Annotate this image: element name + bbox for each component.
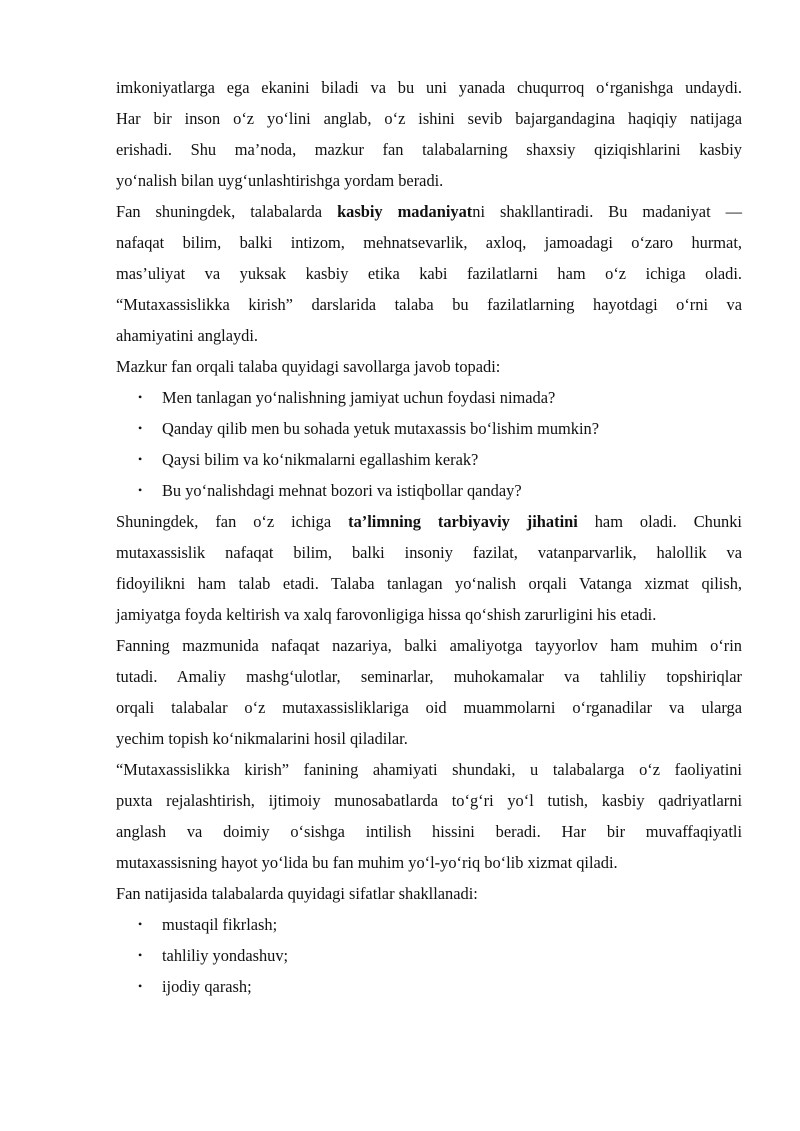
list-item: • Bu yo‘nalishdagi mehnat bozori va istiqbollar qanday? <box>116 475 742 506</box>
text-span: ham oladi. Chunki <box>577 512 742 531</box>
bold-term: ta’limning tarbiyaviy jihatini <box>348 512 578 531</box>
paragraph-line: Fanning mazmunida nafaqat nazariya, balki amaliyotga tayyorlov ham muhim o‘rin <box>116 636 742 655</box>
paragraph-line: ahamiyatini anglaydi. <box>116 326 259 345</box>
paragraph-line <box>116 196 742 227</box>
list-item: • ijodiy qarash; <box>116 971 742 1002</box>
list-item: • Qaysi bilim va ko‘nikmalarni egallashim kerak? <box>116 444 742 475</box>
qualities-list <box>116 909 742 1002</box>
paragraph-line <box>116 506 742 537</box>
paragraph-line: anglash va doimiy o‘sishga intilish hissini beradi. Har bir muvaffaqiyatli <box>116 822 742 841</box>
paragraph-line: yo‘nalish bilan uyg‘unlashtirishga yordam beradi. <box>116 171 444 190</box>
paragraph-line: Har bir inson o‘z yo‘lini anglab, o‘z ishini sevib bajargandagina haqiqiy natijaga <box>116 109 742 128</box>
list-item: • mustaqil fikrlash; <box>116 909 742 940</box>
list-item: • Qanday qilib men bu sohada yetuk mutaxassis bo‘lishim mumkin? <box>116 413 742 444</box>
list-item: • Men tanlagan yo‘nalishning jamiyat uchun foydasi nimada? <box>116 382 742 413</box>
paragraph-line: fidoyilikni ham talab etadi. Talaba tanlagan yo‘nalish orqali Vatanga xizmat qilish, <box>116 574 742 593</box>
paragraph-line: Mazkur fan orqali talaba quyidagi savollarga javob topadi: <box>116 357 501 376</box>
paragraph-line: jamiyatga foyda keltirish va xalq farovonligiga hissa qo‘shish zarurligini his etadi. <box>116 605 657 624</box>
paragraph-line: yechim topish ko‘nikmalarini hosil qiladilar. <box>116 729 408 748</box>
paragraph-line: puxta rejalashtirish, ijtimoiy munosabatlarda to‘g‘ri yo‘l tutish, kasbiy qadriyatlarni <box>116 791 742 810</box>
paragraph-line: orqali talabalar o‘z mutaxassisliklariga oid muammolarni o‘rganadilar va ularga <box>116 698 742 717</box>
list-item: • tahliliy yondashuv; <box>116 940 742 971</box>
paragraph-line: mutaxassisning hayot yo‘lida bu fan muhim yo‘l-yo‘riq bo‘lib xizmat qiladi. <box>116 853 618 872</box>
text-span: ni shakllantiradi. Bu madaniyat — <box>472 202 742 221</box>
paragraph-line: “Mutaxassislikka kirish” darslarida talaba bu fazilatlarning hayotdagi o‘rni va <box>116 295 742 314</box>
paragraph-line: imkoniyatlarga ega ekanini biladi va bu uni yanada chuqurroq o‘rganishga undaydi. <box>116 78 742 97</box>
text-span: Shuningdek, fan o‘z ichiga <box>116 512 349 531</box>
question-list <box>116 382 742 506</box>
paragraph-line: tutadi. Amaliy mashg‘ulotlar, seminarlar, muhokamalar va tahliliy topshiriqlar <box>116 667 742 686</box>
bold-term: kasbiy madaniyat <box>337 202 473 221</box>
paragraph-line: “Mutaxassislikka kirish” fanining ahamiyati shundaki, u talabalarga o‘z faoliyatini <box>116 760 742 779</box>
paragraph-line: erishadi. Shu ma’noda, mazkur fan talabalarning shaxsiy qiziqishlarini kasbiy <box>116 140 742 159</box>
paragraph-line: mas’uliyat va yuksak kasbiy etika kabi fazilatlarni ham o‘z ichiga oladi. <box>116 264 742 283</box>
paragraph-line: Fan natijasida talabalarda quyidagi sifatlar shakllanadi: <box>116 884 478 903</box>
text-span: Fan shuningdek, talabalarda <box>116 202 338 221</box>
paragraph-line: nafaqat bilim, balki intizom, mehnatsevarlik, axloq, jamoadagi o‘zaro hurmat, <box>116 233 742 252</box>
paragraph-line: mutaxassislik nafaqat bilim, balki insoniy fazilat, vatanparvarlik, halollik va <box>116 543 742 562</box>
